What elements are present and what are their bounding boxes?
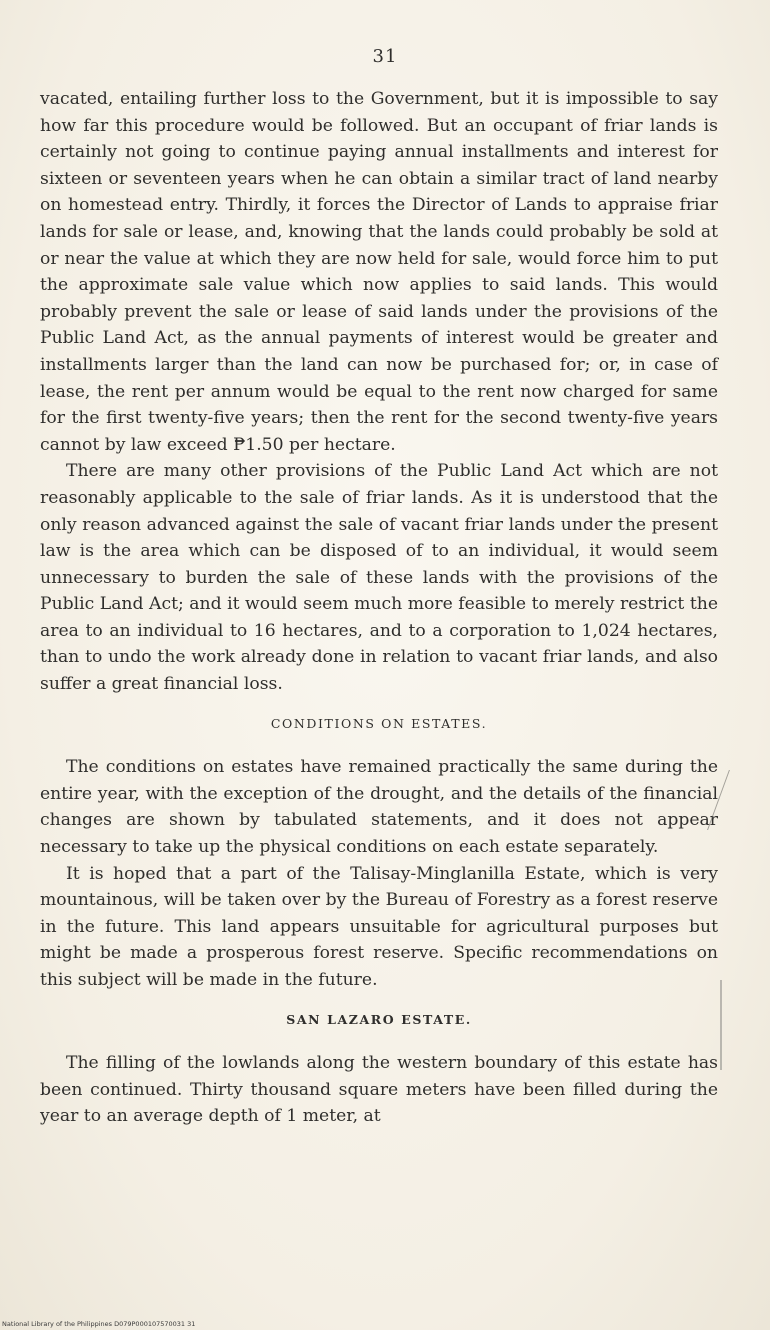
scan-credit: National Library of the Philippines D079P000107570031 31	[2, 1320, 196, 1328]
page-number: 31	[372, 46, 398, 67]
paragraph-public-land-act: There are many other provisions of the Public Land Act which are not reasonably applicable to the sale of friar lands. As it is understood that the only reason advanced against the sale of vacant friar lands under the present law is the area which can be disposed of to an individual, it would seem unnecessary to burden the sale of these lands with the provisions of the Public Land Act; and it would seem much more feasible to merely restrict the area to an individual to 16 hectares, and to a corporation to 1,024 hectares, than to undo the work already done in relation to vacant friar lands, and also suffer a great financial loss.	[40, 461, 718, 695]
heading-conditions-on-estates: CONDITIONS ON ESTATES.	[270, 715, 488, 731]
paragraph-san-lazaro: The filling of the lowlands along the western boundary of this estate has been continued. Thirty thousand square meters have been filled during the year to an average depth of 1 meter, at	[40, 1053, 718, 1127]
paragraph-vacated: vacated, entailing further loss to the Government, but it is impossible to say how far this procedure would be followed. But an occupant of friar lands is certainly not going to continue paying annual installments and interest for sixteen or seventeen years when he can obtain a similar tract of land nearby on homestead entry. Thirdly, it forces the Director of Lands to appraise friar lands for sale or lease, and, knowing that the lands could probably be sold at or near the value at which they are now held for sale, would force him to put the approximate sale value which now applies to said lands. This would probably prevent the sale or lease of said lands under the provisions of the Public Land Act, as the annual payments of interest would be greater and installments larger than the land can now be purchased for; or, in case of lease, the rent per annum would be equal to the rent now charged for same for the first twenty-five years; then the rent for the second twenty-five years cannot by law exceed ₱1.50 per hectare.	[40, 89, 718, 455]
margin-line	[720, 980, 722, 1070]
page-body	[40, 86, 718, 1130]
paragraph-talisay: It is hoped that a part of the Talisay-Minglanilla Estate, which is very mountainous, will be taken over by the Bureau of Forestry as a forest reserve in the future. This land appears unsuitable for agricultural purposes but might be made a prosperous forest reserve. Specific recommendations on this subject will be made in the future.	[40, 863, 718, 990]
paragraph-conditions: The conditions on estates have remained practically the same during the entire year, with the exception of the drought, and the details of the financial changes are shown by tabulated statements, and it does not appear necessary to take up the physical conditions on each estate separately.	[40, 757, 718, 858]
heading-san-lazaro-estate: SAN LAZARO ESTATE.	[286, 1011, 472, 1027]
